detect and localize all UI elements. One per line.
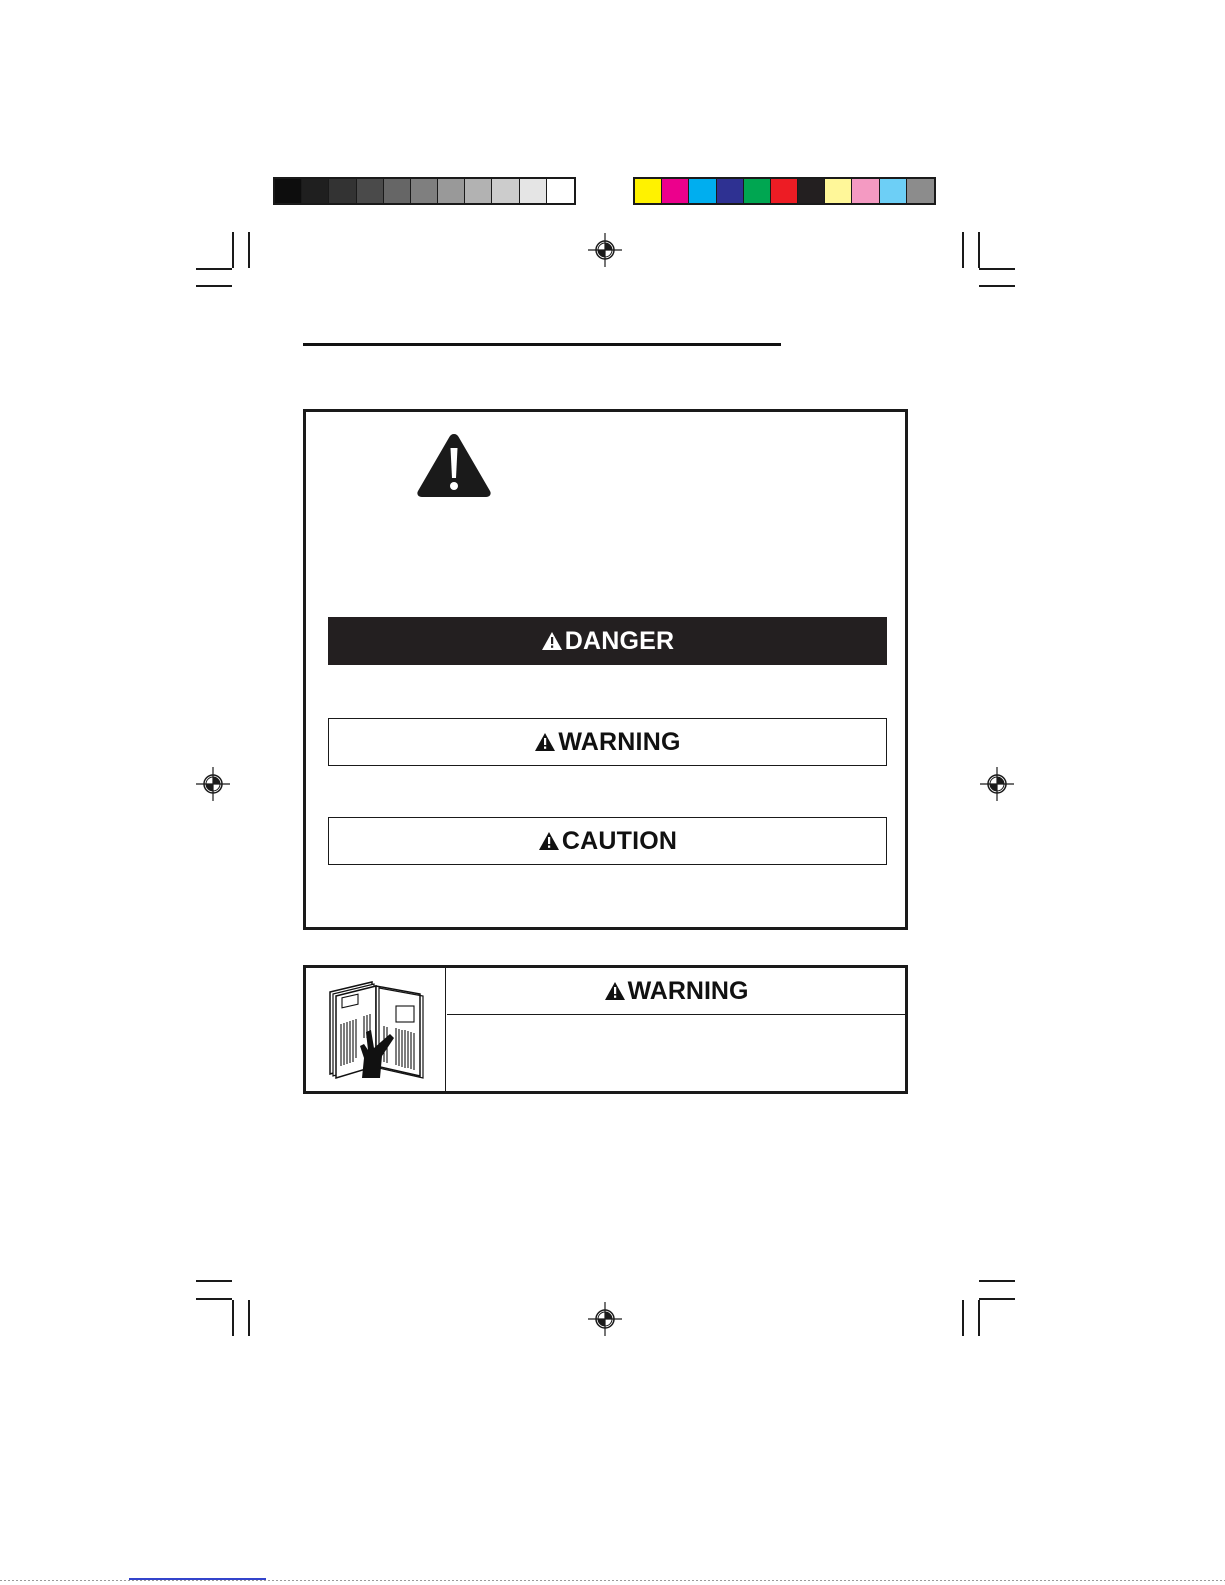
color-swatch: [275, 179, 302, 203]
manual-image-cell: [306, 968, 446, 1091]
crop-mark: [248, 232, 250, 268]
warning-triangle-icon: [416, 432, 492, 498]
color-swatch: [717, 179, 744, 203]
danger-label: DANGER: [564, 626, 675, 655]
warning-triangle-icon: [534, 732, 556, 752]
color-swatch: [798, 179, 825, 203]
manual-warning-header: [447, 968, 905, 1015]
color-swatch: [880, 179, 907, 203]
crop-mark: [979, 268, 1015, 270]
color-swatch: [771, 179, 798, 203]
crop-mark: [962, 232, 964, 268]
caution-signal-word: [328, 817, 887, 865]
color-swatch: [825, 179, 852, 203]
color-swatch: [852, 179, 879, 203]
color-swatch: [438, 179, 465, 203]
manual-warning-label: WARNING: [627, 976, 749, 1005]
color-swatch: [411, 179, 438, 203]
color-swatch: [357, 179, 384, 203]
caution-label: CAUTION: [561, 826, 678, 855]
color-swatch: [547, 179, 574, 203]
registration-mark-icon: [980, 767, 1014, 801]
danger-signal-word: [328, 617, 887, 665]
color-swatch: [384, 179, 411, 203]
color-swatch: [302, 179, 329, 203]
warning-signal-word: [328, 718, 887, 766]
color-swatch: [744, 179, 771, 203]
read-manual-warning-box: [303, 965, 908, 1094]
crop-mark: [979, 285, 1015, 287]
color-swatch: [689, 179, 716, 203]
crop-mark: [196, 285, 232, 287]
safety-symbols-panel: [303, 409, 908, 930]
crop-mark: [979, 1298, 1015, 1300]
crop-mark: [196, 1298, 232, 1300]
crop-mark: [978, 1300, 980, 1336]
crop-mark: [979, 1280, 1015, 1282]
warning-label: WARNING: [558, 727, 681, 756]
crop-mark: [232, 232, 234, 268]
color-swatch: [662, 179, 689, 203]
registration-mark-icon: [196, 767, 230, 801]
color-swatch: [465, 179, 492, 203]
footer-link-bar: [129, 1578, 266, 1580]
footer-dotted-line: [0, 1580, 1225, 1581]
crop-mark: [196, 1280, 232, 1282]
color-swatch: [329, 179, 356, 203]
gray-calibration-bar: [273, 177, 576, 205]
crop-mark: [196, 268, 232, 270]
registration-mark-icon: [588, 1302, 622, 1336]
header-rule: [303, 343, 781, 346]
crop-mark: [962, 1300, 964, 1336]
color-swatch: [492, 179, 519, 203]
read-manual-icon: [324, 980, 428, 1080]
registration-mark-icon: [588, 233, 622, 267]
color-swatch: [907, 179, 934, 203]
color-swatch: [520, 179, 547, 203]
color-calibration-bar: [633, 177, 936, 205]
crop-mark: [978, 232, 980, 268]
warning-triangle-icon: [541, 631, 563, 651]
crop-mark: [232, 1300, 234, 1336]
color-swatch: [635, 179, 662, 203]
crop-mark: [248, 1300, 250, 1336]
warning-triangle-icon: [538, 831, 560, 851]
warning-triangle-icon: [604, 981, 626, 1001]
